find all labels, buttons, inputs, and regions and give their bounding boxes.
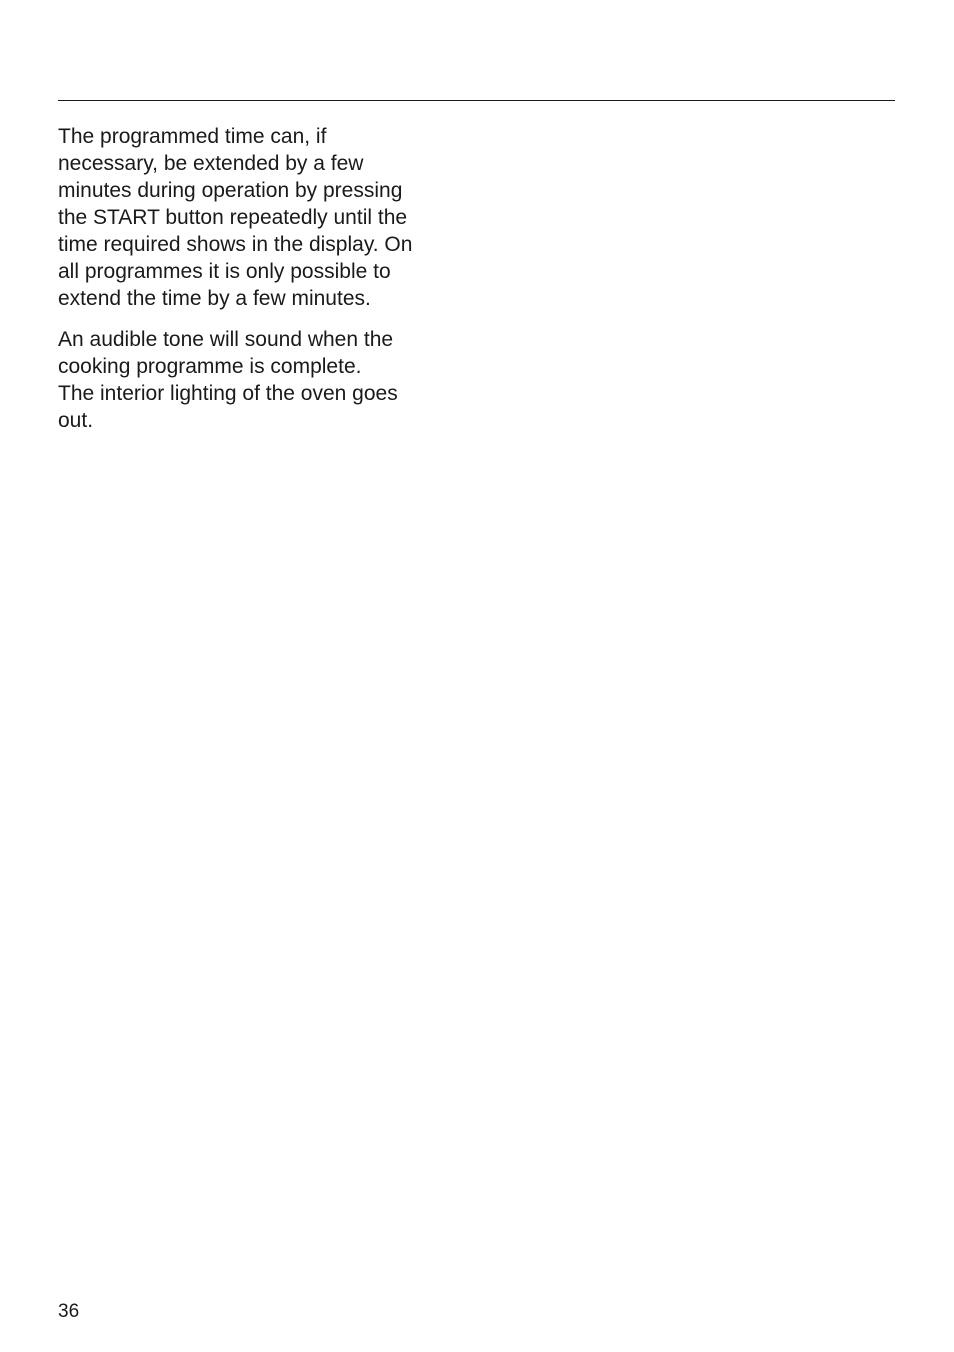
paragraph-programme-complete: An audible tone will sound when the cooking programme is complete. The interior lighting of the oven goes out. bbox=[58, 328, 398, 432]
page-number: 36 bbox=[58, 1301, 80, 1322]
header-rule bbox=[58, 100, 895, 101]
paragraph-extend-time: The programmed time can, if necessary, be extended by a few minutes during operation by pressing the START button repeatedly until the time required shows in the display. On all programmes it is only possible to extend the time by a few minutes. bbox=[58, 125, 413, 310]
text-column bbox=[58, 123, 458, 434]
